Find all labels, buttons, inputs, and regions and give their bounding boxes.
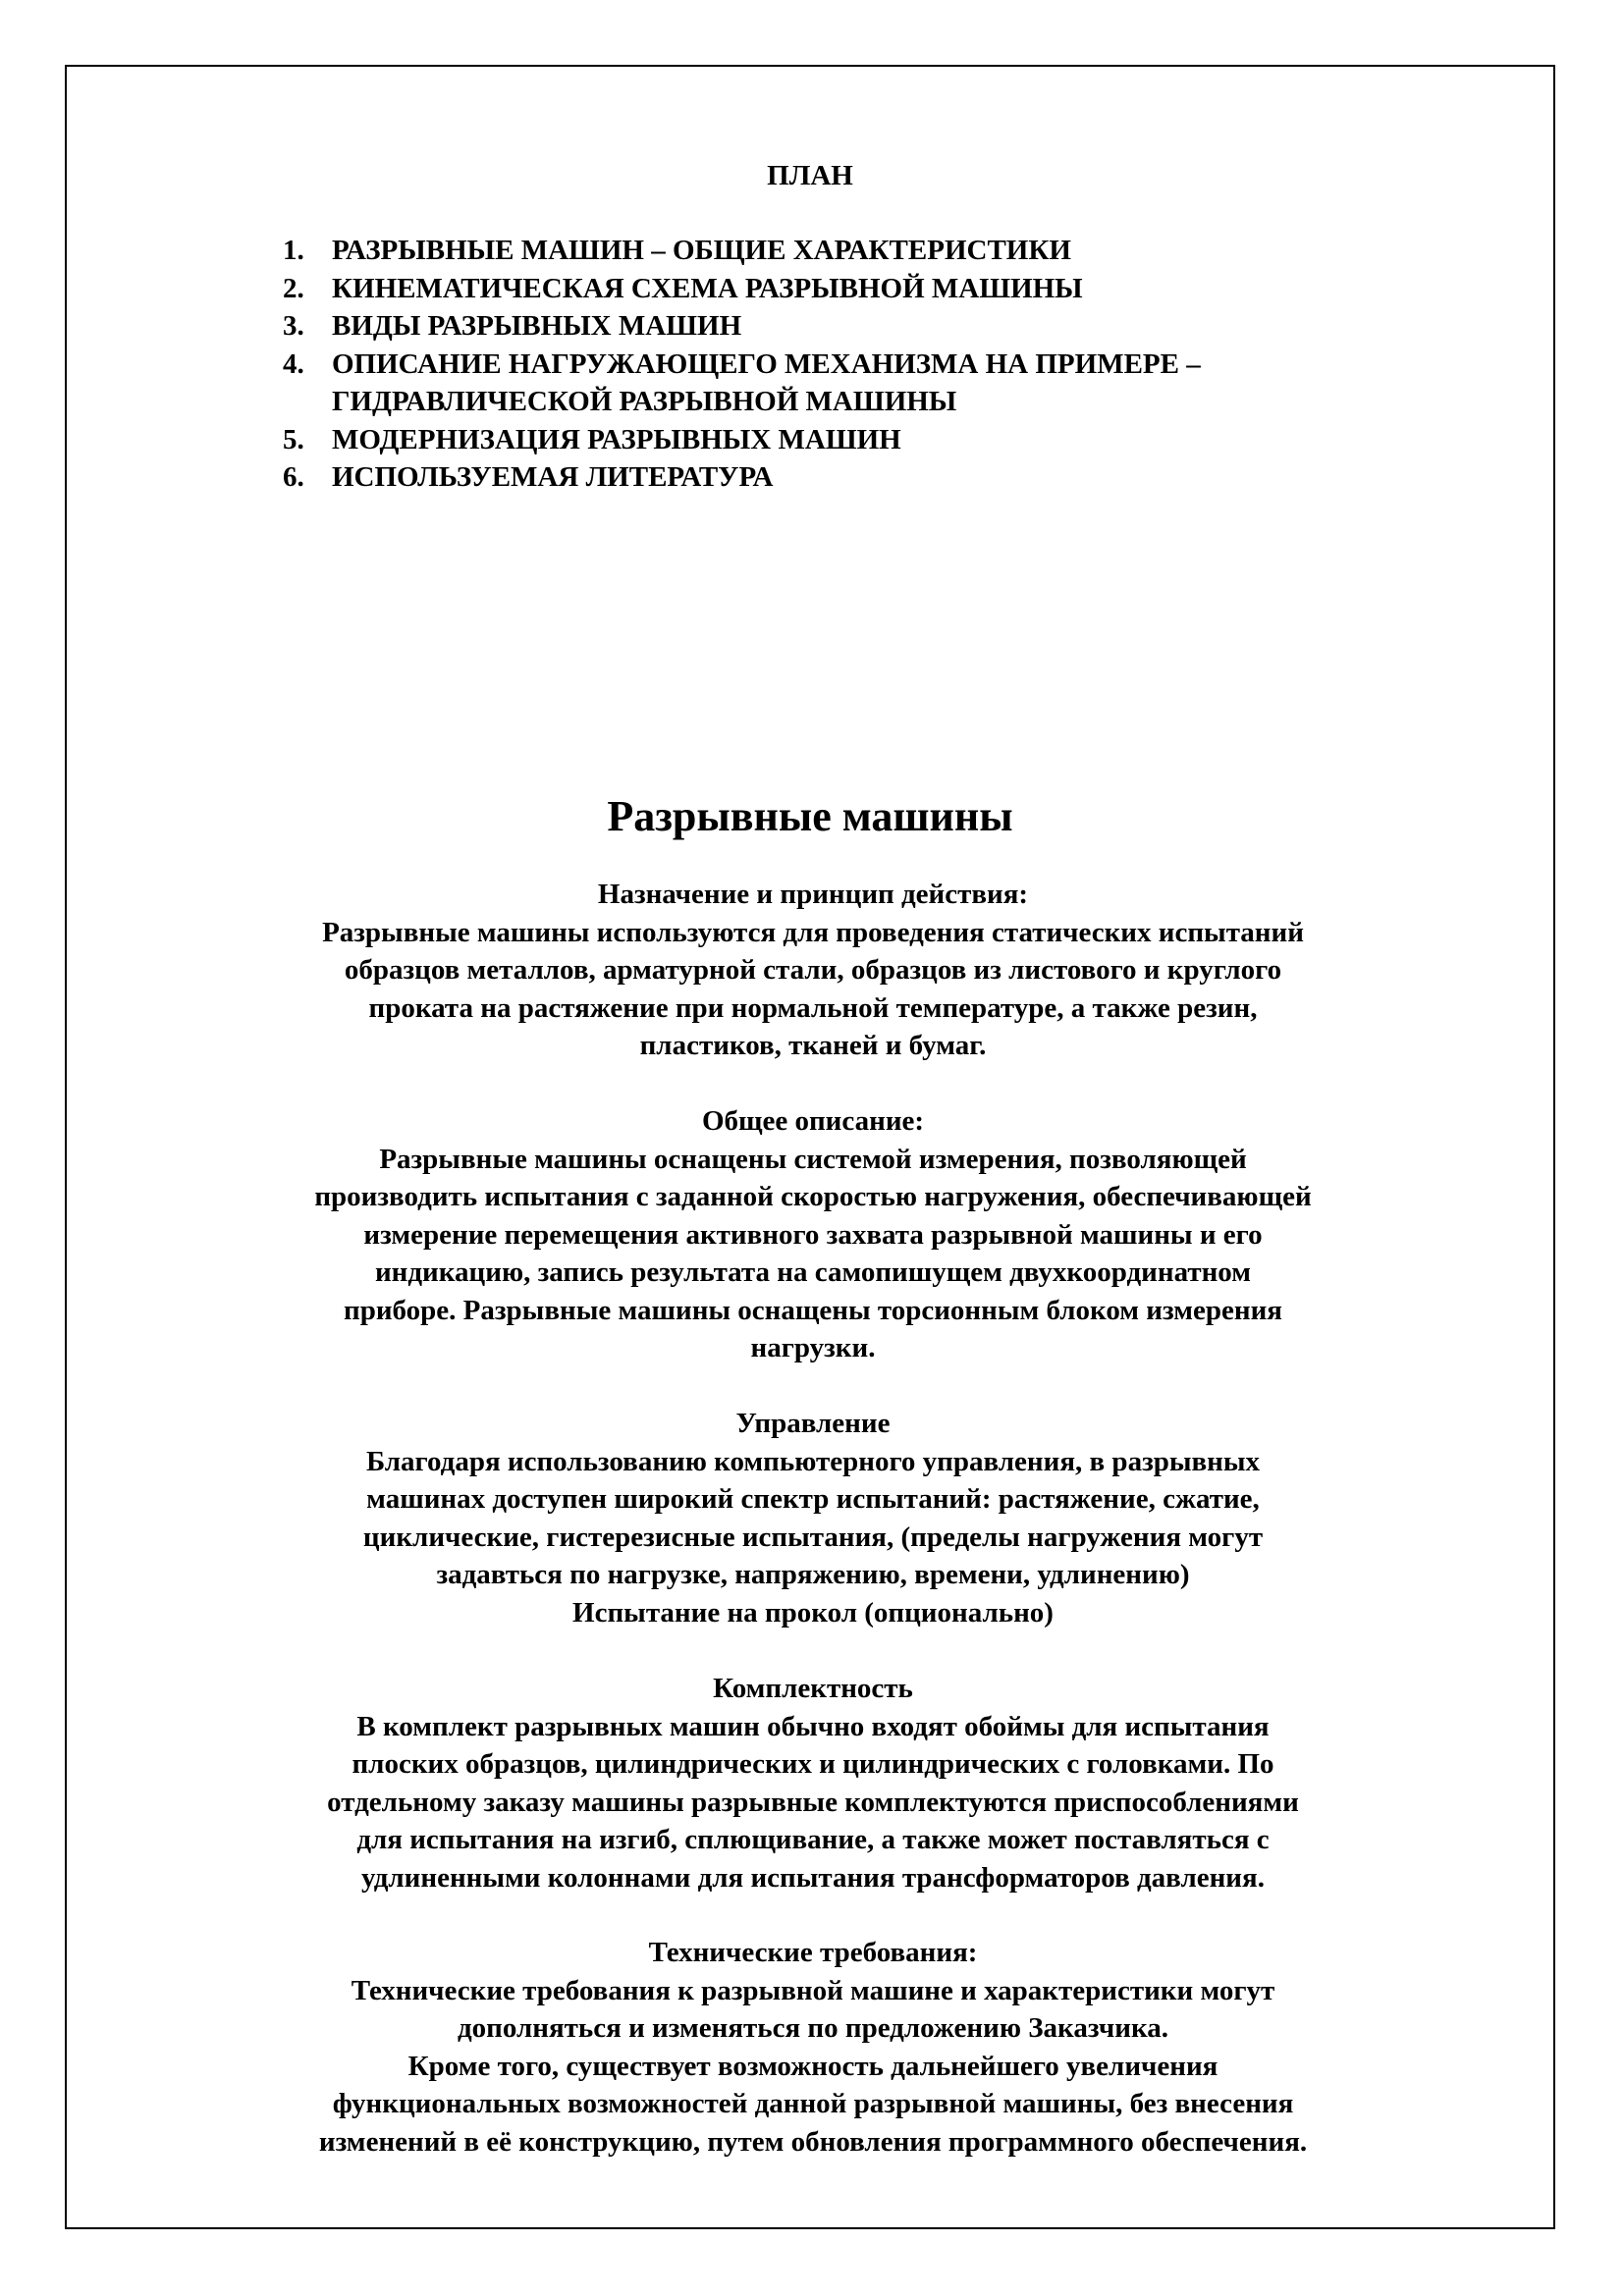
section-purpose xyxy=(312,876,1314,1065)
document-title: Разрывные машины xyxy=(607,792,1013,840)
plan-item xyxy=(283,232,1461,270)
section-line: проката на растяжение при нормальной температуре, а также резин, xyxy=(368,991,1258,1024)
plan-title: ПЛАН xyxy=(767,160,853,191)
plan-item xyxy=(283,270,1461,308)
section-line: Технические требования к разрывной машине и характеристики могут xyxy=(351,1974,1275,2006)
section-line: плоских образцов, цилиндрических и цилиндрических с головками. По xyxy=(352,1748,1274,1780)
section-heading: Управление xyxy=(735,1408,891,1439)
plan-item xyxy=(283,346,1461,421)
section-technical-requirements xyxy=(312,1934,1314,2161)
section-line: циклические, гистерезисные испытания, (пределы нагружения могут xyxy=(362,1521,1264,1553)
plan-item-number: 2. xyxy=(283,272,304,304)
section-line: пластиков, тканей и бумаг. xyxy=(639,1030,987,1061)
plan-item-number: 6. xyxy=(283,461,304,493)
plan-item-text: РАЗРЫВНЫЕ МАШИН – ОБЩИЕ ХАРАКТЕРИСТИКИ xyxy=(332,235,1071,266)
page-border xyxy=(65,65,1555,2229)
section-line: производить испытания с заданной скоростью нагружения, обеспечивающей xyxy=(314,1181,1312,1212)
section-control xyxy=(312,1405,1314,1631)
plan-list xyxy=(283,232,1461,497)
section-line: Разрывные машины оснащены системой измерения, позволяющей xyxy=(379,1143,1247,1175)
section-line: Испытание на прокол (опционально) xyxy=(572,1596,1054,1629)
section-heading: Общее описание: xyxy=(701,1105,925,1137)
section-heading: Назначение и принцип действия: xyxy=(597,879,1029,910)
section-heading: Комплектность xyxy=(713,1673,913,1704)
plan-item-text-continued: ГИДРАВЛИЧЕСКОЙ РАЗРЫВНОЙ МАШИНЫ xyxy=(332,386,957,417)
section-line: задавться по нагрузке, напряжению, времени, удлинению) xyxy=(436,1559,1190,1590)
section-line: Кроме того, существует возможность дальнейшего увеличения xyxy=(407,2050,1218,2082)
section-line: приборе. Разрывные машины оснащены торсионным блоком измерения xyxy=(344,1294,1282,1326)
plan-item-text: МОДЕРНИЗАЦИЯ РАЗРЫВНЫХ МАШИН xyxy=(332,423,901,455)
section-line: дополняться и изменяться по предложению Заказчика. xyxy=(458,2012,1168,2044)
section-line: индикацию, запись результата на самопишущем двухкоординатном xyxy=(374,1256,1252,1288)
plan-item-text: ОПИСАНИЕ НАГРУЖАЮЩЕГО МЕХАНИЗМА НА ПРИМЕРЕ – xyxy=(332,347,1201,380)
section-line: изменений в её конструкцию, путем обновления программного обеспечения. xyxy=(318,2125,1308,2158)
plan-item-text: КИНЕМАТИЧЕСКАЯ СХЕМА РАЗРЫВНОЙ МАШИНЫ xyxy=(332,272,1083,304)
section-heading: Технические требования: xyxy=(648,1937,978,1968)
plan-item-number: 1. xyxy=(283,235,304,266)
plan-item xyxy=(283,421,1461,459)
section-general-description xyxy=(312,1102,1314,1367)
section-line: В комплект разрывных машин обычно входят обоймы для испытания xyxy=(356,1710,1270,1742)
section-line: Благодаря использованию компьютерного управления, в разрывных xyxy=(365,1445,1261,1477)
section-line: функциональных возможностей данной разрывной машины, без внесения xyxy=(332,2088,1294,2119)
section-line: машинах доступен широкий спектр испытаний: растяжение, сжатие, xyxy=(366,1483,1260,1515)
section-completeness xyxy=(312,1670,1314,1896)
section-line: нагрузки. xyxy=(750,1332,876,1363)
section-line: Разрывные машины используются для проведения статических испытаний xyxy=(322,916,1304,948)
section-line: для испытания на изгиб, сплющивание, а также может поставляться с xyxy=(356,1824,1270,1855)
section-line: измерение перемещения активного захвата разрывной машины и его xyxy=(363,1218,1263,1251)
section-line: образцов металлов, арматурной стали, образцов из листового и круглого xyxy=(344,954,1282,986)
section-line: удлиненными колоннами для испытания трансформаторов давления. xyxy=(361,1861,1265,1894)
plan-item xyxy=(283,307,1461,346)
plan-item xyxy=(283,458,1461,497)
plan-item-number: 4. xyxy=(283,347,304,380)
plan-item-number: 3. xyxy=(283,310,304,342)
plan-item-number: 5. xyxy=(283,423,304,455)
plan-item-text: ВИДЫ РАЗРЫВНЫХ МАШИН xyxy=(332,310,742,342)
section-line: отдельному заказу машины разрывные комплектуются приспособлениями xyxy=(327,1786,1299,1818)
plan-item-text: ИСПОЛЬЗУЕМАЯ ЛИТЕРАТУРА xyxy=(332,461,774,493)
